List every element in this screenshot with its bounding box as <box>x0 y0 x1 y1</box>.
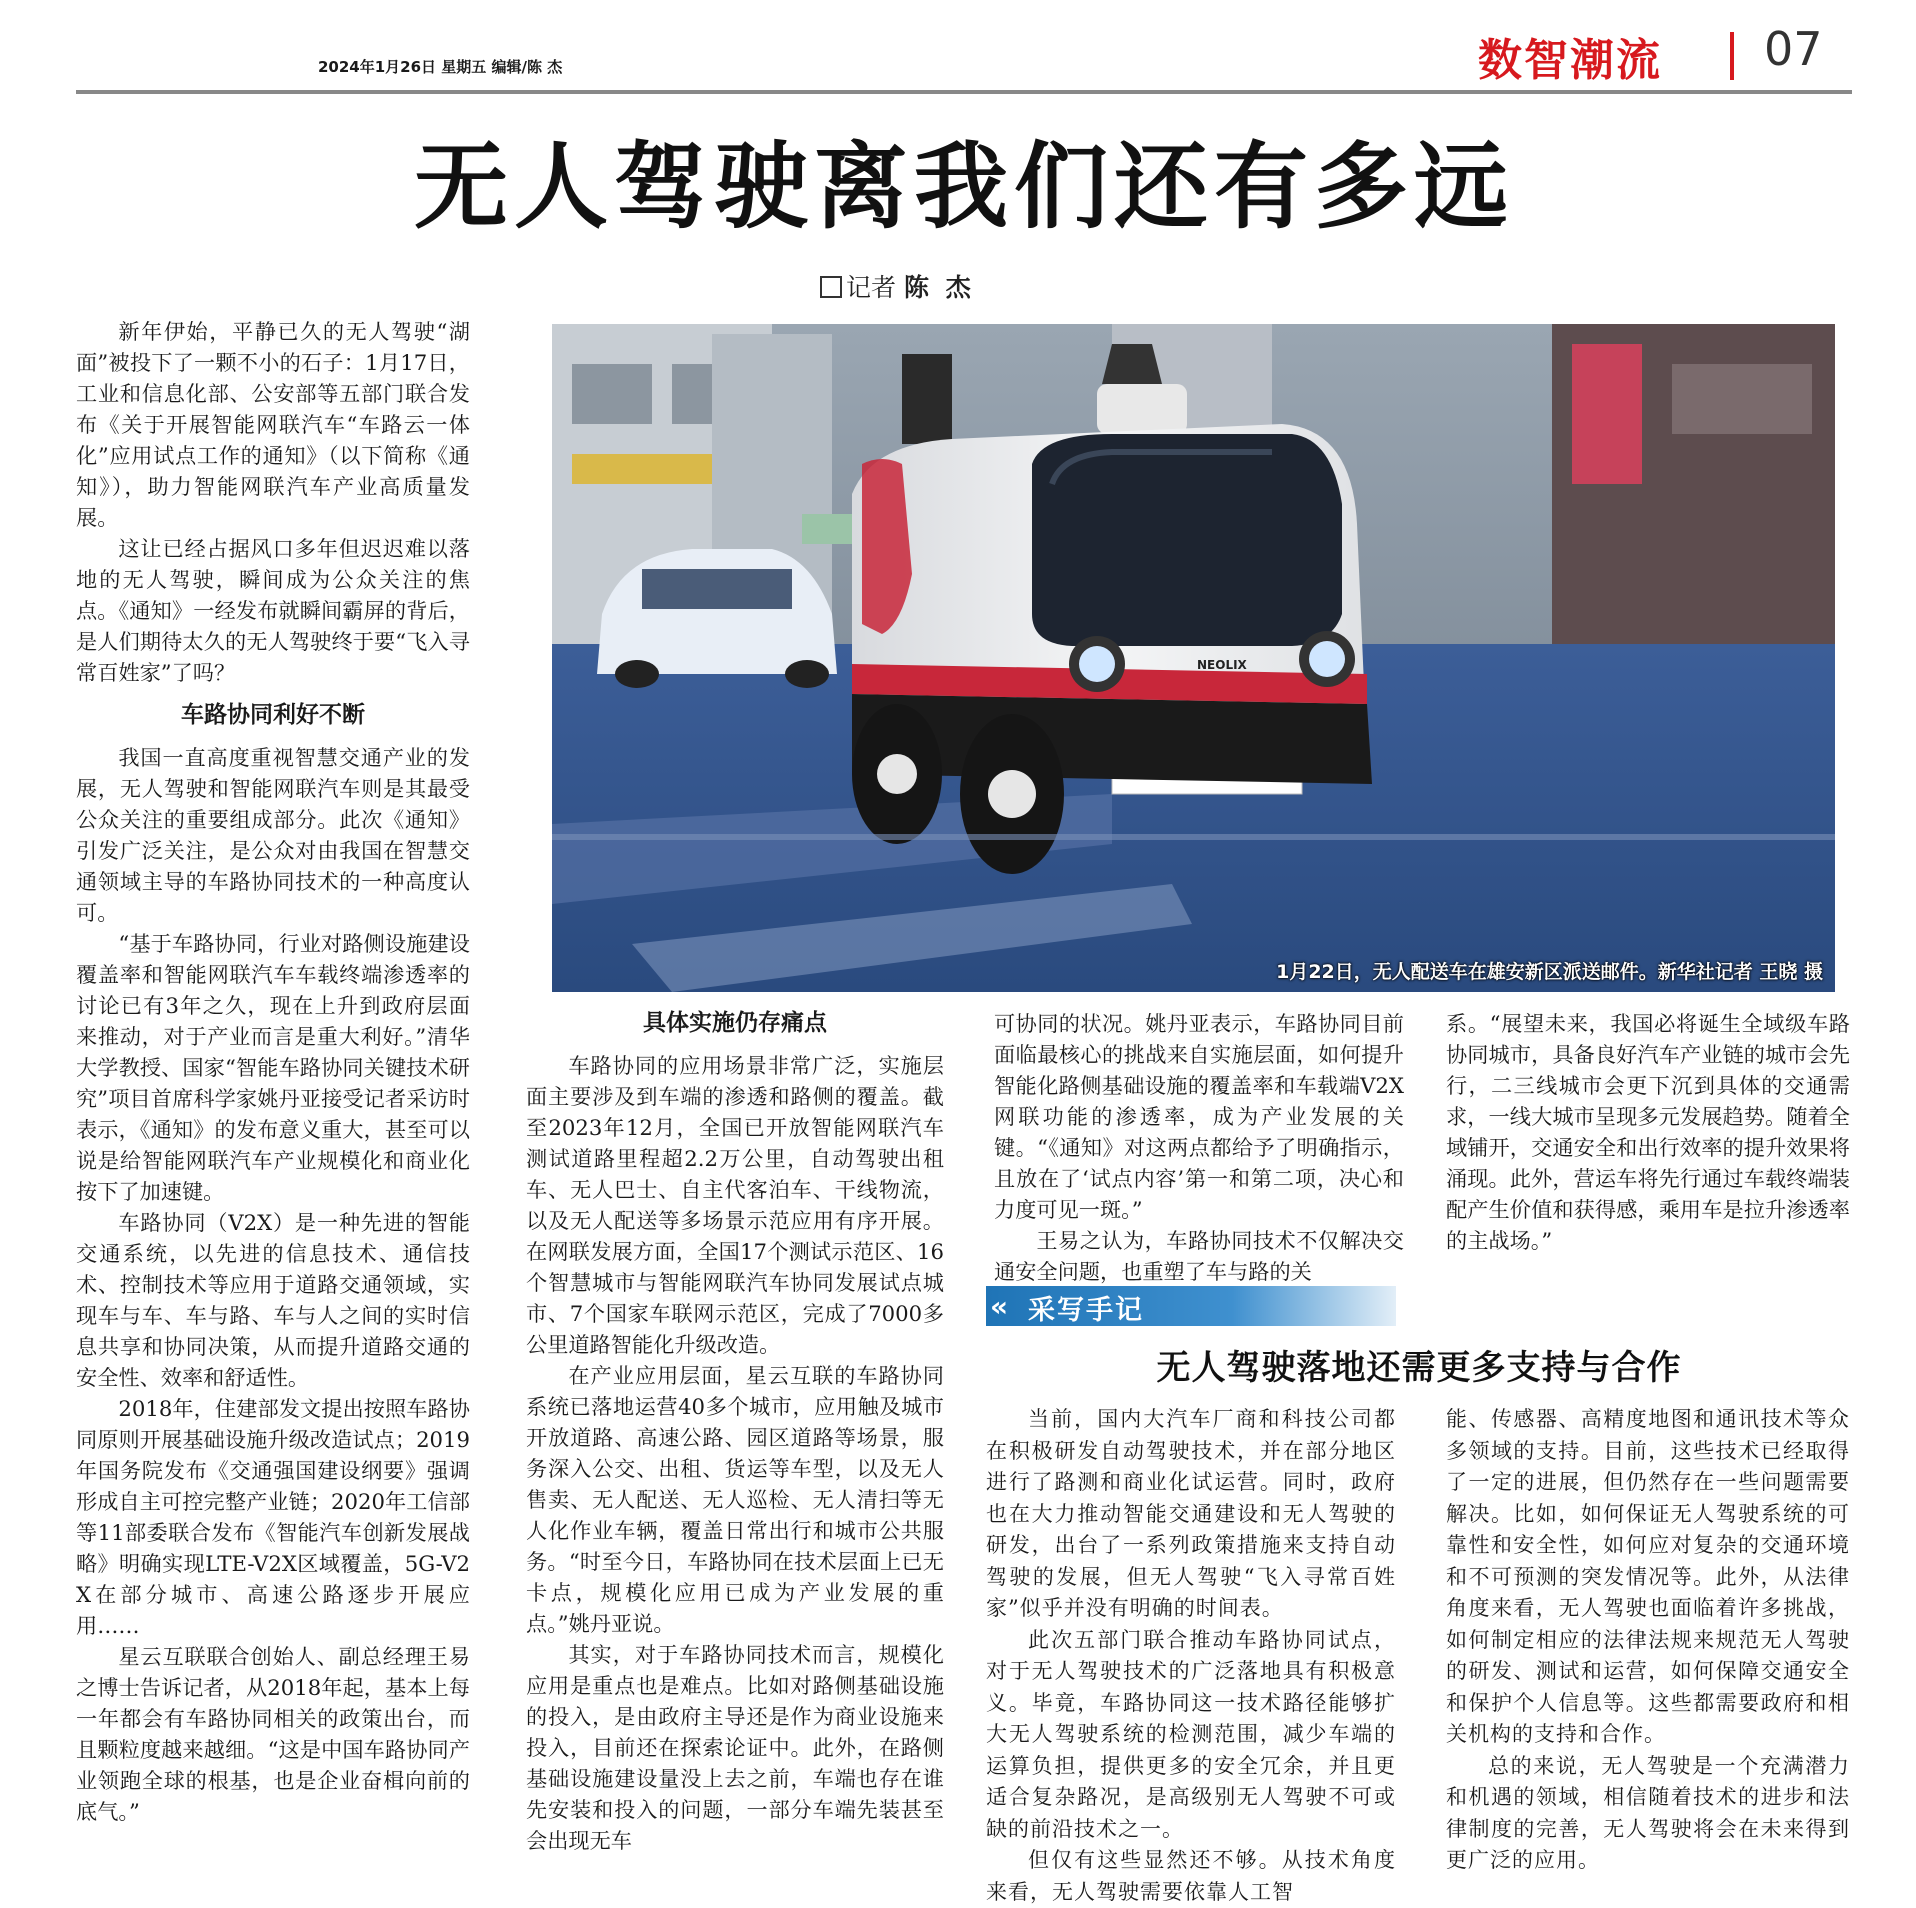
subhead-implementation-pain-points: 具体实施仍存痛点 <box>643 1010 827 1036</box>
article-column-1 <box>76 316 470 1827</box>
reporters-note-label: 采写手记 <box>1028 1295 1144 1326</box>
byline-name: 陈 杰 <box>904 273 975 302</box>
issue-date-editor: 2024年1月26日 星期五 编辑/陈 杰 <box>318 58 563 76</box>
paragraph: 当前，国内大汽车厂商和科技公司都在积极研发自动驾驶技术，并在部分地区进行了路测和商业化试运营。同时，政府也在大力推动智能交通建设和无人驾驶的研发，出台了一系列政策措施来支持自动驾驶的发展，但无人驾驶“飞入寻常百姓家”似乎并没有明确的时间表。 <box>986 1407 1396 1620</box>
paragraph: 系。“展望未来，我国必将诞生全域级车路协同城市，具备良好汽车产业链的城市会先行，二三线城市会更下沉到具体的交通需求，一线大城市呈现多元发展趋势。随着全域铺开，交通安全和出行效率的提升效果将涌现。此外，营运车将先行通过车载终端装配产生价值和获得感，乘用车是拉升渗透率的主战场。” <box>1446 1011 1850 1253</box>
delivery-vehicle-illustration <box>552 324 1835 992</box>
byline-box-icon <box>820 276 842 298</box>
paragraph: 在产业应用层面，星云互联的车路协同系统已落地运营40多个城市，应用触及城市开放道路、高速公路、园区道路等场景，服务深入公交、出租、货运等车型，以及无人售卖、无人配送、无人巡检、无人清扫等无人化作业车辆，覆盖日常出行和城市公共服务。“时至今日，车路协同在技术层面上已无卡点，规模化应用已成为产业发展的重点。”姚丹亚说。 <box>526 1363 944 1636</box>
paragraph: 但仅有这些显然还不够。从技术角度来看，无人驾驶需要依靠人工智 <box>986 1848 1396 1904</box>
paragraph: 这让已经占据风口多年但迟迟难以落地的无人驾驶，瞬间成为公众关注的焦点。《通知》一经发布就瞬间霸屏的背后，是人们期待太久的无人驾驶终于要“飞入寻常百姓家”了吗？ <box>76 536 470 685</box>
subhead-v2x-benefits: 车路协同利好不断 <box>181 702 365 728</box>
byline-prefix: 记者 <box>846 273 897 302</box>
paragraph: 总的来说，无人驾驶是一个充满潜力和机遇的领域，相信随着技术的进步和法律制度的完善，无人驾驶将会在未来得到更广泛的应用。 <box>1446 1753 1850 1872</box>
reporters-note-banner <box>986 1286 1396 1326</box>
reporters-note-title: 无人驾驶落地还需更多支持与合作 <box>1156 1348 1682 1388</box>
note-column-a <box>986 1404 1396 1908</box>
article-column-2 <box>526 1008 944 1856</box>
paragraph: 可协同的状况。姚丹亚表示，车路协同目前面临最核心的挑战来自实施层面，如何提升智能化路侧基础设施的覆盖率和车载端V2X网联功能的渗透率，成为产业发展的关键。“《通知》对这两点都给予了明确指示，且放在了‘试点内容’第一和第二项，决心和力度可见一斑。” <box>994 1011 1404 1222</box>
paragraph: 我国一直高度重视智慧交通产业的发展，无人驾驶和智能网联汽车则是其最受公众关注的重要组成部分。此次《通知》引发广泛关注，是公众对由我国在智慧交通领域主导的车路协同技术的一种高度认可。 <box>76 745 470 925</box>
header-rule <box>76 90 1852 94</box>
paragraph: “基于车路协同，行业对路侧设施建设覆盖率和智能网联汽车车载终端渗透率的讨论已有3年之久，现在上升到政府层面来推动，对于产业而言是重大利好。”清华大学教授、国家“智能车路协同关键技术研究”项目首席科学家姚丹亚接受记者采访时表示，《通知》的发布意义重大，甚至可以说是给智能网联汽车产业规模化和商业化按下了加速键。 <box>76 931 470 1204</box>
note-column-b <box>1446 1404 1850 1877</box>
double-chevron-icon: « <box>990 1290 1009 1323</box>
paragraph: 其实，对于车路协同技术而言，规模化应用是重点也是难点。比如对路侧基础设施的投入，是由政府主导还是作为商业设施来投入，目前还在探索论证中。此外，在路侧基础设施建设量没上去之前，车端也存在谁先安装和投入的问题，一部分车端先装甚至会出现无车 <box>526 1642 944 1853</box>
paragraph: 此次五部门联合推动车路协同试点，对于无人驾驶技术的广泛落地具有积极意义。毕竟，车路协同这一技术路径能够扩大无人驾驶系统的检测范围，减少车端的运算负担，提供更多的安全冗余，并且更适合复杂路况，是高级别无人驾驶不可或缺的前沿技术之一。 <box>986 1627 1396 1841</box>
news-photo <box>552 324 1835 992</box>
paragraph: 车路协同（V2X）是一种先进的智能交通系统，以先进的信息技术、通信技术、控制技术等应用于道路交通领域，实现车与车、车与路、车与人之间的实时信息共享和协同决策，从而提升道路交通的安全性、效率和舒适性。 <box>76 1210 470 1390</box>
paragraph: 能、传感器、高精度地图和通讯技术等众多领域的支持。目前，这些技术已经取得了一定的进展，但仍然存在一些问题需要解决。比如，如何保证无人驾驶系统的可靠性和安全性，如何应对复杂的交通环境和不可预测的突发情况等。此外，从法律角度来看，无人驾驶也面临着许多挑战，如何制定相应的法律法规来规范无人驾驶的研发、测试和运营，如何保障交通安全和保护个人信息等。这些都需要政府和相关机构的支持和合作。 <box>1446 1407 1850 1746</box>
photo-caption: 1月22日，无人配送车在雄安新区派送邮件。新华社记者 王晓 摄 <box>1276 961 1823 983</box>
article-column-4 <box>1446 1008 1850 1256</box>
byline <box>820 268 975 304</box>
article-column-3 <box>994 1008 1404 1287</box>
paragraph: 王易之认为，车路协同技术不仅解决交通安全问题，也重塑了车与路的关 <box>994 1228 1404 1284</box>
section-title: 数智潮流 <box>1478 35 1662 86</box>
paragraph: 新年伊始，平静已久的无人驾驶“湖面”被投下了一颗不小的石子：1月17日，工业和信息化部、公安部等五部门联合发布《关于开展智能网联汽车“车路云一体化”应用试点工作的通知》（以下简称《通知》），助力智能网联汽车产业高质量发展。 <box>76 319 470 530</box>
header-separator <box>1730 32 1734 80</box>
headline: 无人驾驶离我们还有多远 <box>413 133 1514 242</box>
brand-text: NEOLIX <box>1197 658 1247 672</box>
paragraph: 车路协同的应用场景非常广泛，实施层面主要涉及到车端的渗透和路侧的覆盖。截至2023年12月，全国已开放智能网联汽车测试道路里程超2.2万公里，自动驾驶出租车、无人巴士、自主代客泊车、干线物流，以及无人配送等多场景示范应用有序开展。在网联发展方面，全国17个测试示范区、16个智慧城市与智能网联汽车协同发展试点城市、7个国家车联网示范区，完成了7000多公里道路智能化升级改造。 <box>526 1053 944 1357</box>
paragraph: 2018年，住建部发文提出按照车路协同原则开展基础设施升级改造试点；2019年国务院发布《交通强国建设纲要》强调形成自主可控完整产业链；2020年工信部等11部委联合发布《智能汽车创新发展战略》明确实现LTE-V2X区域覆盖，5G-V2X在部分城市、高速公路逐步开展应用…… <box>76 1396 470 1638</box>
paragraph: 星云互联联合创始人、副总经理王易之博士告诉记者，从2018年起，基本上每一年都会有车路协同相关的政策出台，而且颗粒度越来越细。“这是中国车路协同产业领跑全球的根基，也是企业奋楫向前的底气。” <box>76 1644 470 1824</box>
page-number: 07 <box>1764 22 1823 76</box>
